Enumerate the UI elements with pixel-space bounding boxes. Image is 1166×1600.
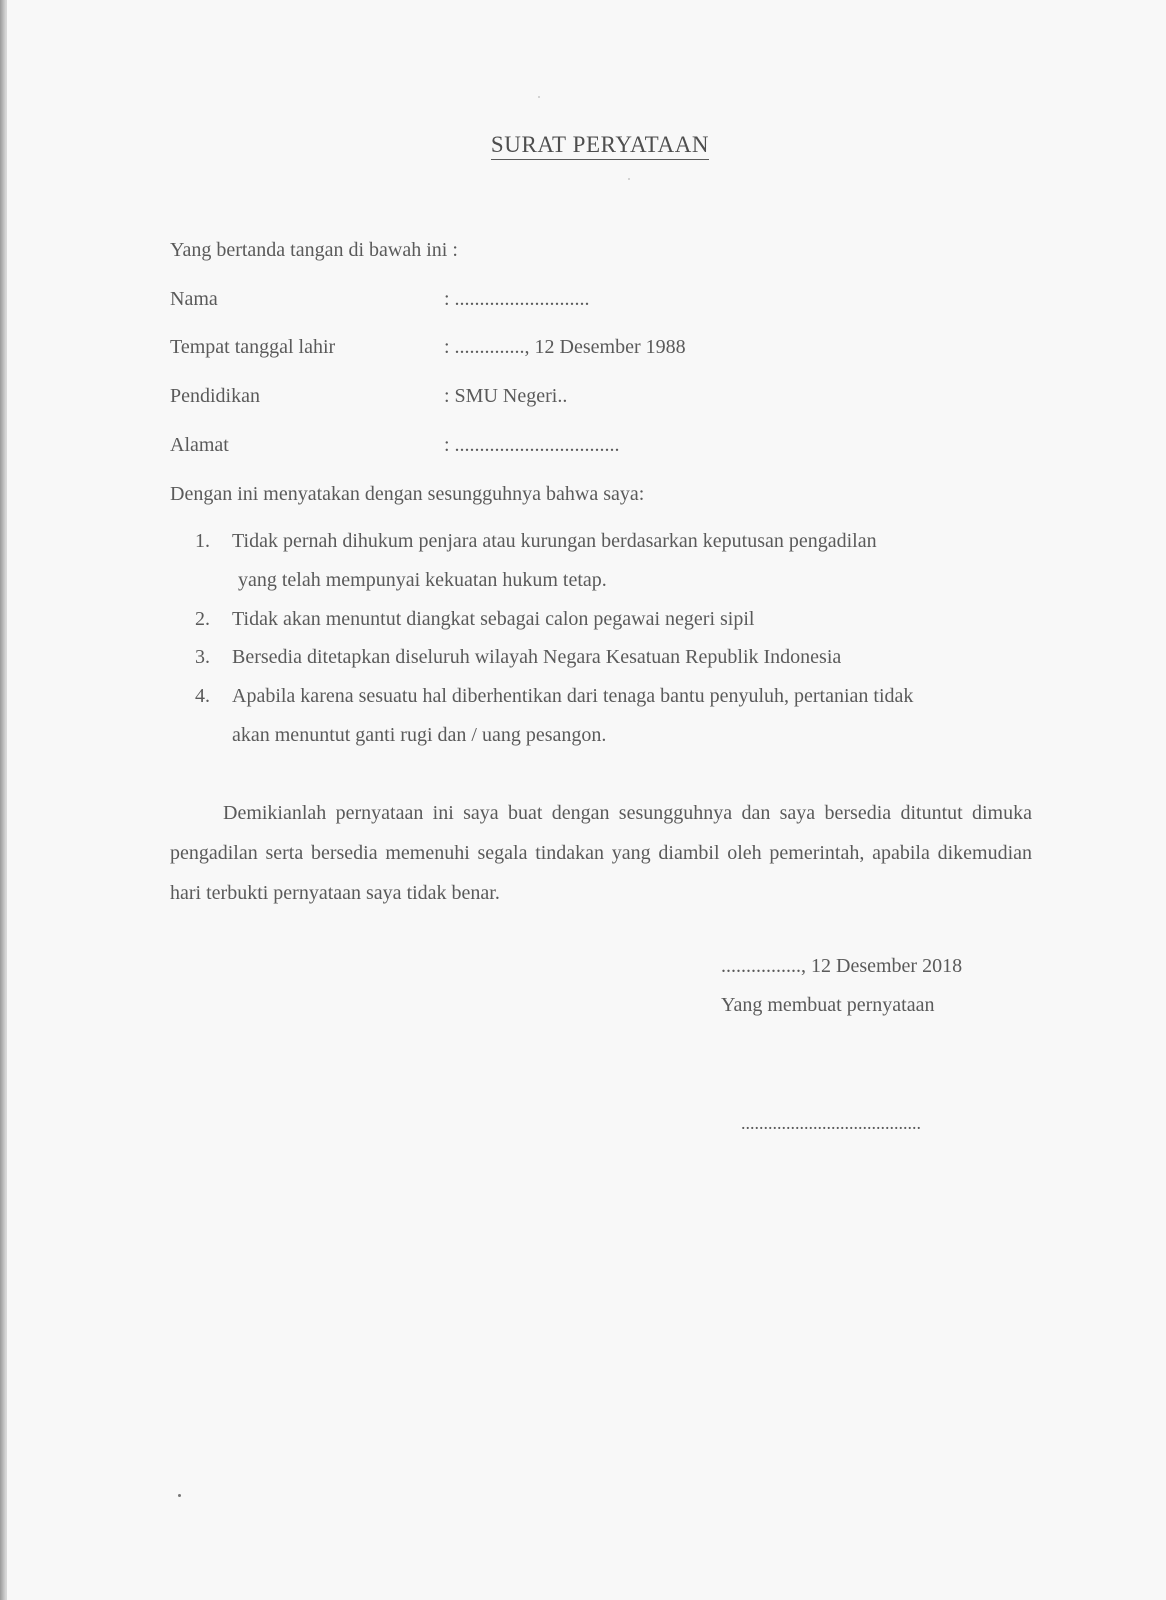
list-item-1-line-1: Tidak pernah dihukum penjara atau kurungan berdasarkan keputusan pengadilan bbox=[232, 530, 877, 552]
field-value-ttl: : .............., 12 Desember 1988 bbox=[444, 336, 686, 358]
signature-name-line: ........................................ bbox=[741, 1113, 921, 1133]
closing-paragraph: Demikianlah pernyataan ini saya buat dengan sesungguhnya dan saya bersedia dituntut dimuka pengadilan serta bersedia memenuhi segala tindakan yang diambil oleh pemerintah, apabila dikemudian hari terbukti pernyataan saya tidak benar. bbox=[170, 802, 1032, 904]
list-number-3: 3. bbox=[195, 646, 210, 668]
field-value-pendidikan: : SMU Negeri.. bbox=[444, 385, 568, 407]
signature-role: Yang membuat pernyataan bbox=[721, 994, 935, 1016]
field-label-pendidikan: Pendidikan bbox=[170, 385, 260, 407]
list-item-2-line-1: Tidak akan menuntut diangkat sebagai calon pegawai negeri sipil bbox=[232, 608, 755, 630]
list-item-4-line-2: akan menuntut ganti rugi dan / uang pesangon. bbox=[232, 724, 607, 746]
field-value-nama: : ........................... bbox=[444, 288, 590, 310]
list-item-4-line-1: Apabila karena sesuatu hal diberhentikan dari tenaga bantu penyuluh, pertanian tidak bbox=[232, 685, 914, 707]
statement-text: Dengan ini menyatakan dengan sesungguhnya bahwa saya: bbox=[170, 483, 645, 505]
list-item-1-line-2: yang telah mempunyai kekuatan hukum tetap. bbox=[238, 569, 607, 591]
list-number-2: 2. bbox=[195, 608, 210, 630]
scan-dot bbox=[178, 1494, 181, 1497]
list-number-1: 1. bbox=[195, 530, 210, 552]
document-title bbox=[0, 132, 1166, 160]
field-label-nama: Nama bbox=[170, 288, 218, 310]
intro-text: Yang bertanda tangan di bawah ini : bbox=[170, 239, 458, 261]
scan-speck bbox=[628, 178, 630, 180]
field-value-alamat: : ................................. bbox=[444, 434, 620, 456]
field-label-ttl: Tempat tanggal lahir bbox=[170, 336, 336, 358]
document-title-text: SURAT PERYATAAN bbox=[491, 132, 709, 160]
list-number-4: 4. bbox=[195, 685, 210, 707]
list-item-3-line-1: Bersedia ditetapkan diseluruh wilayah Negara Kesatuan Republik Indonesia bbox=[232, 646, 842, 668]
signature-date: ................, 12 Desember 2018 bbox=[721, 955, 963, 977]
field-label-alamat: Alamat bbox=[170, 434, 229, 456]
scan-speck bbox=[538, 96, 540, 98]
